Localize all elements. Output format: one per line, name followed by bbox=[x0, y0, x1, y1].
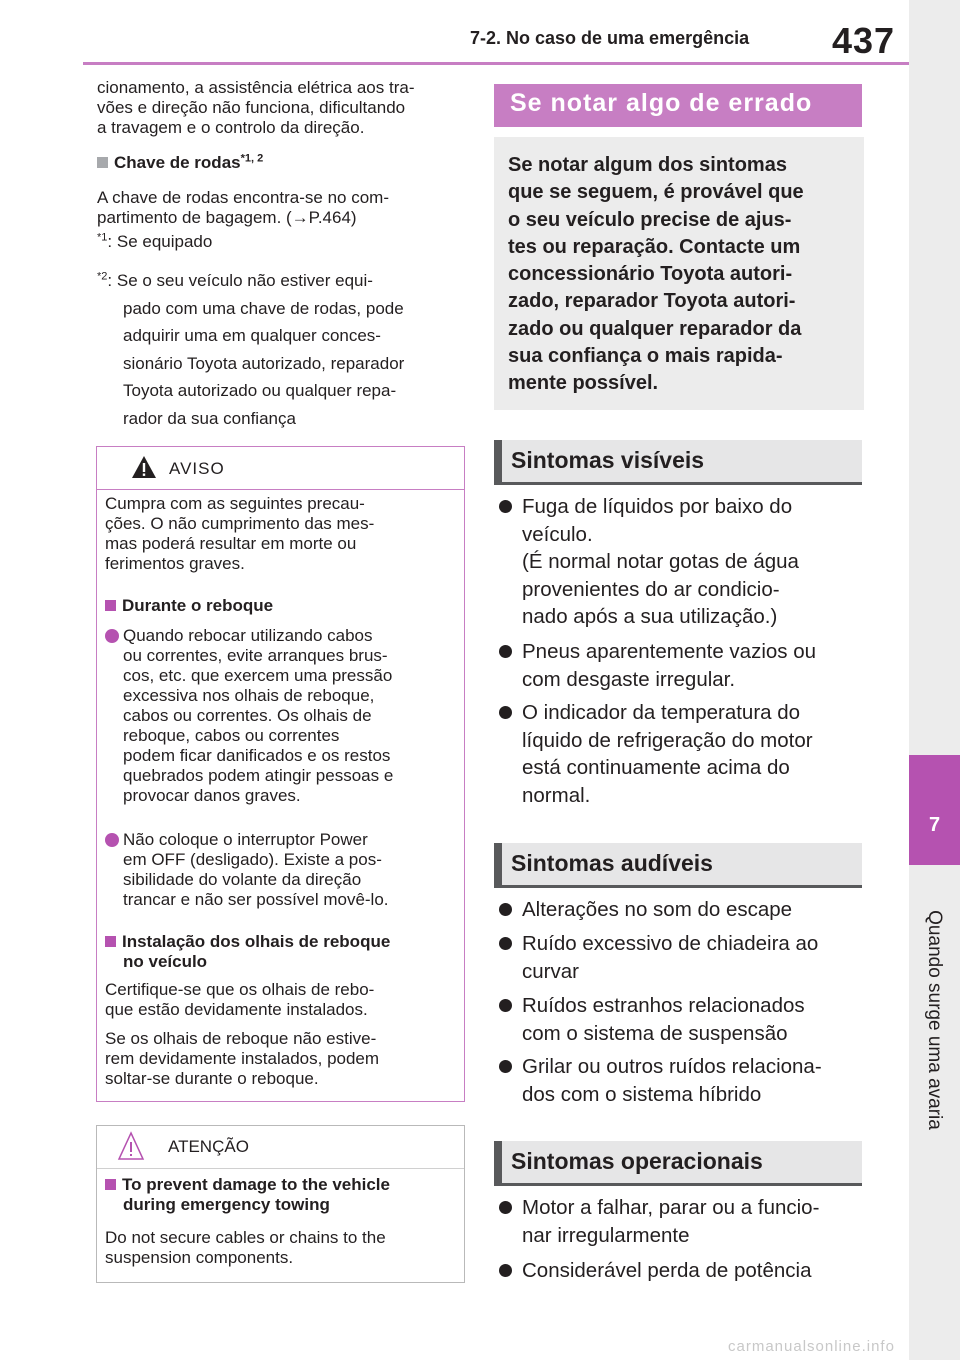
list-item: Alterações no som do escape bbox=[497, 896, 862, 924]
caution-body: Do not secure cables or chains to the suspension components. bbox=[105, 1228, 386, 1267]
list-item: Ruídos estranhos relacionados com o sistema de suspensão bbox=[497, 992, 862, 1047]
section-title: 7-2. No caso de uma emergência bbox=[470, 28, 750, 48]
list-item: Considerável perda de potência bbox=[497, 1257, 862, 1285]
list-item: Ruído excessivo de chiadeira ao curvar bbox=[497, 930, 862, 985]
watermark-text: carmanualsonline.info bbox=[728, 1338, 895, 1355]
square-bullet-icon bbox=[97, 157, 108, 168]
list-item: Motor a falhar, parar ou a funcio- nar irregularmente bbox=[497, 1194, 862, 1249]
warning-box-header bbox=[97, 447, 464, 490]
caution-title: ATENÇÃO bbox=[168, 1137, 249, 1156]
list-item: Fuga de líquidos por baixo do veículo. (É normal notar gotas de água provenientes do ar condicio- nado após a sua utilização.) bbox=[497, 493, 862, 631]
section-banner: Se notar algo de errado bbox=[494, 84, 862, 127]
footnote-2: $^{*2}$: Se o seu veículo não estiver equi- pado com uma chave de rodas, pode adquirir uma em qualquer conces- sionário Toyota autorizado, reparador Toyota autorizado ou qualquer repa- rador da sua confiança bbox=[97, 270, 405, 428]
square-bullet-icon bbox=[105, 1179, 116, 1190]
intro-paragraph: cionamento, a assistência elétrica aos tra- vões e direção não funciona, dificultando a travagem e o controlo da direção. bbox=[97, 78, 415, 137]
round-bullet-icon bbox=[105, 833, 119, 847]
caution-heading: To prevent damage to the vehicle during emergency towing bbox=[105, 1175, 455, 1215]
footnote-1: $^{*1}$: Se equipado bbox=[97, 231, 213, 251]
operational-symptoms-heading: Sintomas operacionais bbox=[494, 1141, 862, 1186]
square-bullet-icon bbox=[105, 936, 116, 947]
audible-symptoms-heading: Sintomas audíveis bbox=[494, 843, 862, 888]
page-number: 437 bbox=[832, 20, 896, 61]
list-item: Grilar ou outros ruídos relaciona- dos com o sistema híbrido bbox=[497, 1053, 862, 1108]
towing-heading: Durante o reboque bbox=[105, 596, 455, 616]
caution-box-header bbox=[97, 1126, 464, 1169]
square-bullet-icon bbox=[105, 600, 116, 611]
tow-eye-paragraph-1: Certifique-se que os olhais de rebo- que estão devidamente instalados. bbox=[105, 980, 375, 1019]
towing-bullet-2: Não coloque o interruptor Power em OFF (desligado). Existe a pos- sibilidade do volante da direção trancar e não ser possível movê-lo. bbox=[105, 830, 473, 910]
header-rule bbox=[83, 62, 909, 65]
wheel-key-heading: Chave de rodas$^{*1, 2}$ bbox=[97, 153, 467, 173]
list-item: Pneus aparentemente vazios ou com desgaste irregular. bbox=[497, 638, 862, 693]
caution-triangle-icon bbox=[117, 1131, 145, 1161]
chapter-title-vertical: Quando surge uma avaria bbox=[924, 910, 945, 1130]
wheel-key-body: A chave de rodas encontra-se no com- partimento de bagagem. (→P.464) bbox=[97, 188, 389, 227]
tow-eye-heading: Instalação dos olhais de reboque no veículo bbox=[105, 932, 455, 972]
round-bullet-icon bbox=[105, 629, 119, 643]
list-item: O indicador da temperatura do líquido de refrigeração do motor está continuamente acima do normal. bbox=[497, 699, 862, 809]
visible-symptoms-heading: Sintomas visíveis bbox=[494, 440, 862, 485]
chapter-side-bar bbox=[909, 0, 960, 1360]
warning-title: AVISO bbox=[169, 459, 225, 478]
tow-eye-paragraph-2: Se os olhais de reboque não estive- rem devidamente instalados, podem soltar-se durante o reboque. bbox=[105, 1029, 380, 1088]
towing-bullet-1: Quando rebocar utilizando cabos ou correntes, evite arranques brus- cos, etc. que exercem uma pressão excessiva nos olhais de reboque, cabos ou correntes. Os olhais de reboque, cabos ou correntes podem ficar danificados e os restos quebrados podem atingir pessoas e provocar danos graves. bbox=[105, 626, 473, 806]
warning-intro: Cumpra com as seguintes precau- ções. O não cumprimento das mes- mas poderá resultar em morte ou ferimentos graves. bbox=[105, 494, 375, 573]
notice-text: Se notar algum dos sintomas que se seguem, é provável que o seu veículo precise de ajus- tes ou reparação. Contacte um concessionário Toyota autori- zado, reparador Toyota autori- zado ou qualquer reparador da sua confiança o mais rapida- mente possível. bbox=[508, 154, 804, 395]
chapter-number-tab[interactable]: 7 bbox=[909, 755, 960, 865]
warning-triangle-icon bbox=[131, 455, 157, 479]
